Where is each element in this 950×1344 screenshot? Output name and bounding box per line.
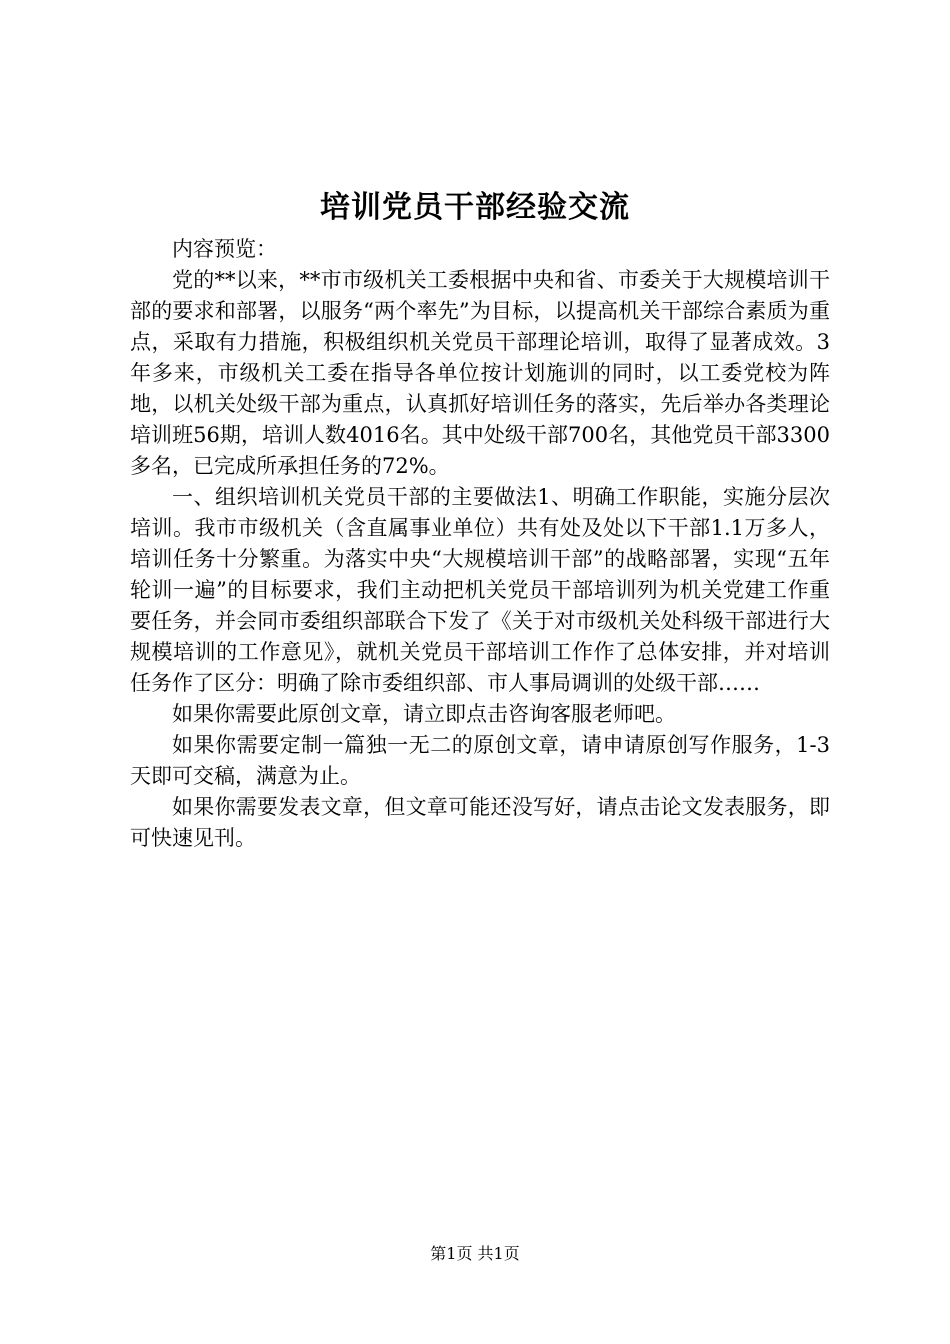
document-title: 培训党员干部经验交流 <box>320 190 630 225</box>
paragraph-intro: 党的**以来，**市市级机关工委根据中央和省、市委关于大规模培训干部的要求和部署，以服务“两个率先”为目标，以提高机关干部综合素质为重点，采取有力措施，积极组织机关党员干部理论培训，取得了显著成效。3年多来，市级机关工委在指导各单位按计划施训的同时，以工委党校为阵地，以机关处级干部为重点，认真抓好培训任务的落实，先后举办各类理论培训班56期，培训人数4016名。其中处级干部700名，其他党员干部3300多名，已完成所承担任务的72%。 <box>130 268 830 478</box>
preview-label: 内容预览： <box>172 237 277 261</box>
document-body <box>130 234 830 854</box>
paragraph-practice: 一、组织培训机关党员干部的主要做法1、明确工作职能，实施分层次培训。我市市级机关（含直属事业单位）共有处及处以下干部1.1万多人，培训任务十分繁重。为落实中央“大规模培训干部”的战略部署，实现“五年轮训一遍”的目标要求，我们主动把机关党员干部培训列为机关党建工作重要任务，并会同市委组织部联合下发了《关于对市级机关处科级干部进行大规模培训的工作意见》，就机关党员干部培训工作作了总体安排，并对培训任务作了区分：明确了除市委组织部、市人事局调训的处级干部…… <box>130 485 830 695</box>
paragraph-custom-writing: 如果你需要定制一篇独一无二的原创文章，请申请原创写作服务，1-3天即可交稿，满意为止。 <box>130 733 830 788</box>
paragraph-publishing: 如果你需要发表文章，但文章可能还没写好，请点击论文发表服务，即可快速见刊。 <box>130 795 830 850</box>
paragraph-consult: 如果你需要此原创文章，请立即点击咨询客服老师吧。 <box>172 702 676 726</box>
page-footer: 第1页 共1页 <box>430 1244 520 1263</box>
